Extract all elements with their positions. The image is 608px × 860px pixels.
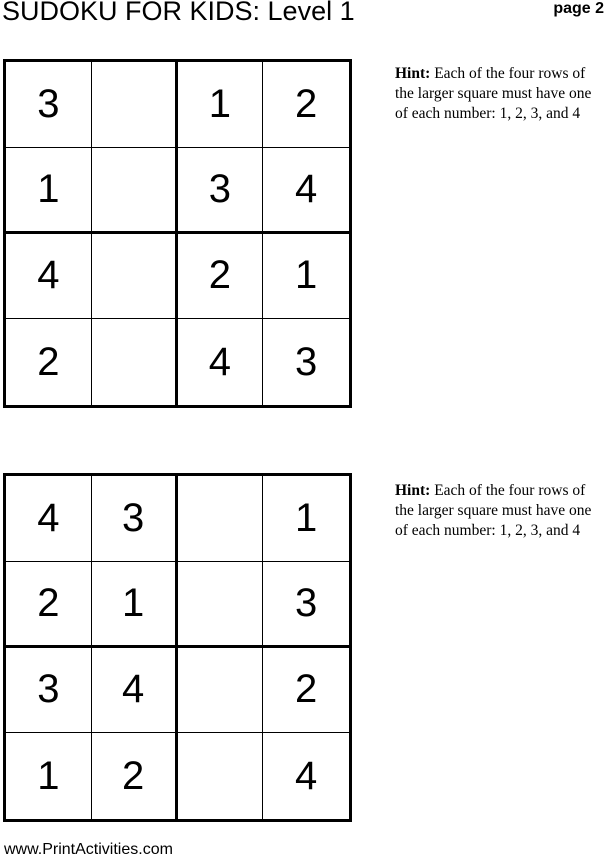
grid-cell: 1 bbox=[92, 562, 178, 648]
page-title: SUDOKU FOR KIDS: Level 1 bbox=[2, 0, 355, 26]
grid-cell bbox=[178, 648, 264, 734]
grid-cell bbox=[92, 62, 178, 148]
sudoku-grid-1 bbox=[3, 59, 352, 408]
grid-cell: 3 bbox=[6, 648, 92, 734]
grid-cell: 4 bbox=[6, 476, 92, 562]
grid-cell: 1 bbox=[6, 148, 92, 234]
grid-cell: 4 bbox=[92, 648, 178, 734]
hint-text-2 bbox=[395, 481, 605, 541]
grid-cell: 2 bbox=[263, 62, 349, 148]
grid-cell bbox=[178, 733, 264, 819]
grid-cell: 2 bbox=[263, 648, 349, 734]
grid-cell: 1 bbox=[263, 234, 349, 320]
grid-cell bbox=[92, 319, 178, 405]
page-number: page 2 bbox=[553, 0, 604, 17]
grid-cell bbox=[92, 148, 178, 234]
footer-site-link[interactable]: www.PrintActivities.com bbox=[4, 841, 173, 858]
grid-cell bbox=[178, 562, 264, 648]
grid-cell: 1 bbox=[6, 733, 92, 819]
grid-cell: 4 bbox=[178, 319, 264, 405]
grid-cell: 3 bbox=[6, 62, 92, 148]
sudoku-grid-2 bbox=[3, 473, 352, 822]
grid-cell: 3 bbox=[178, 148, 264, 234]
hint-text-1 bbox=[395, 64, 605, 124]
grid-cell: 2 bbox=[92, 733, 178, 819]
hint-label: Hint: bbox=[395, 65, 431, 82]
grid-cell: 1 bbox=[263, 476, 349, 562]
grid-cell: 3 bbox=[295, 339, 318, 384]
hint-label: Hint: bbox=[395, 482, 431, 499]
grid-cell: 4 bbox=[6, 234, 92, 320]
grid-cell: 4 bbox=[295, 753, 318, 798]
grid-cell: 4 bbox=[263, 148, 349, 234]
grid-cell: 3 bbox=[263, 562, 349, 648]
grid-cell bbox=[178, 476, 264, 562]
grid-cell bbox=[92, 234, 178, 320]
grid-cell: 2 bbox=[6, 319, 92, 405]
hint-body: Each of the four rows of the larger square must have one of each number: 1, 2, 3, and 4 bbox=[395, 482, 592, 539]
grid-cell: 2 bbox=[178, 234, 264, 320]
hint-body: Each of the four rows of the larger square must have one of each number: 1, 2, 3, and 4 bbox=[395, 65, 592, 122]
grid-cell: 2 bbox=[6, 562, 92, 648]
grid-cell: 1 bbox=[178, 62, 264, 148]
grid-cell: 3 bbox=[92, 476, 178, 562]
